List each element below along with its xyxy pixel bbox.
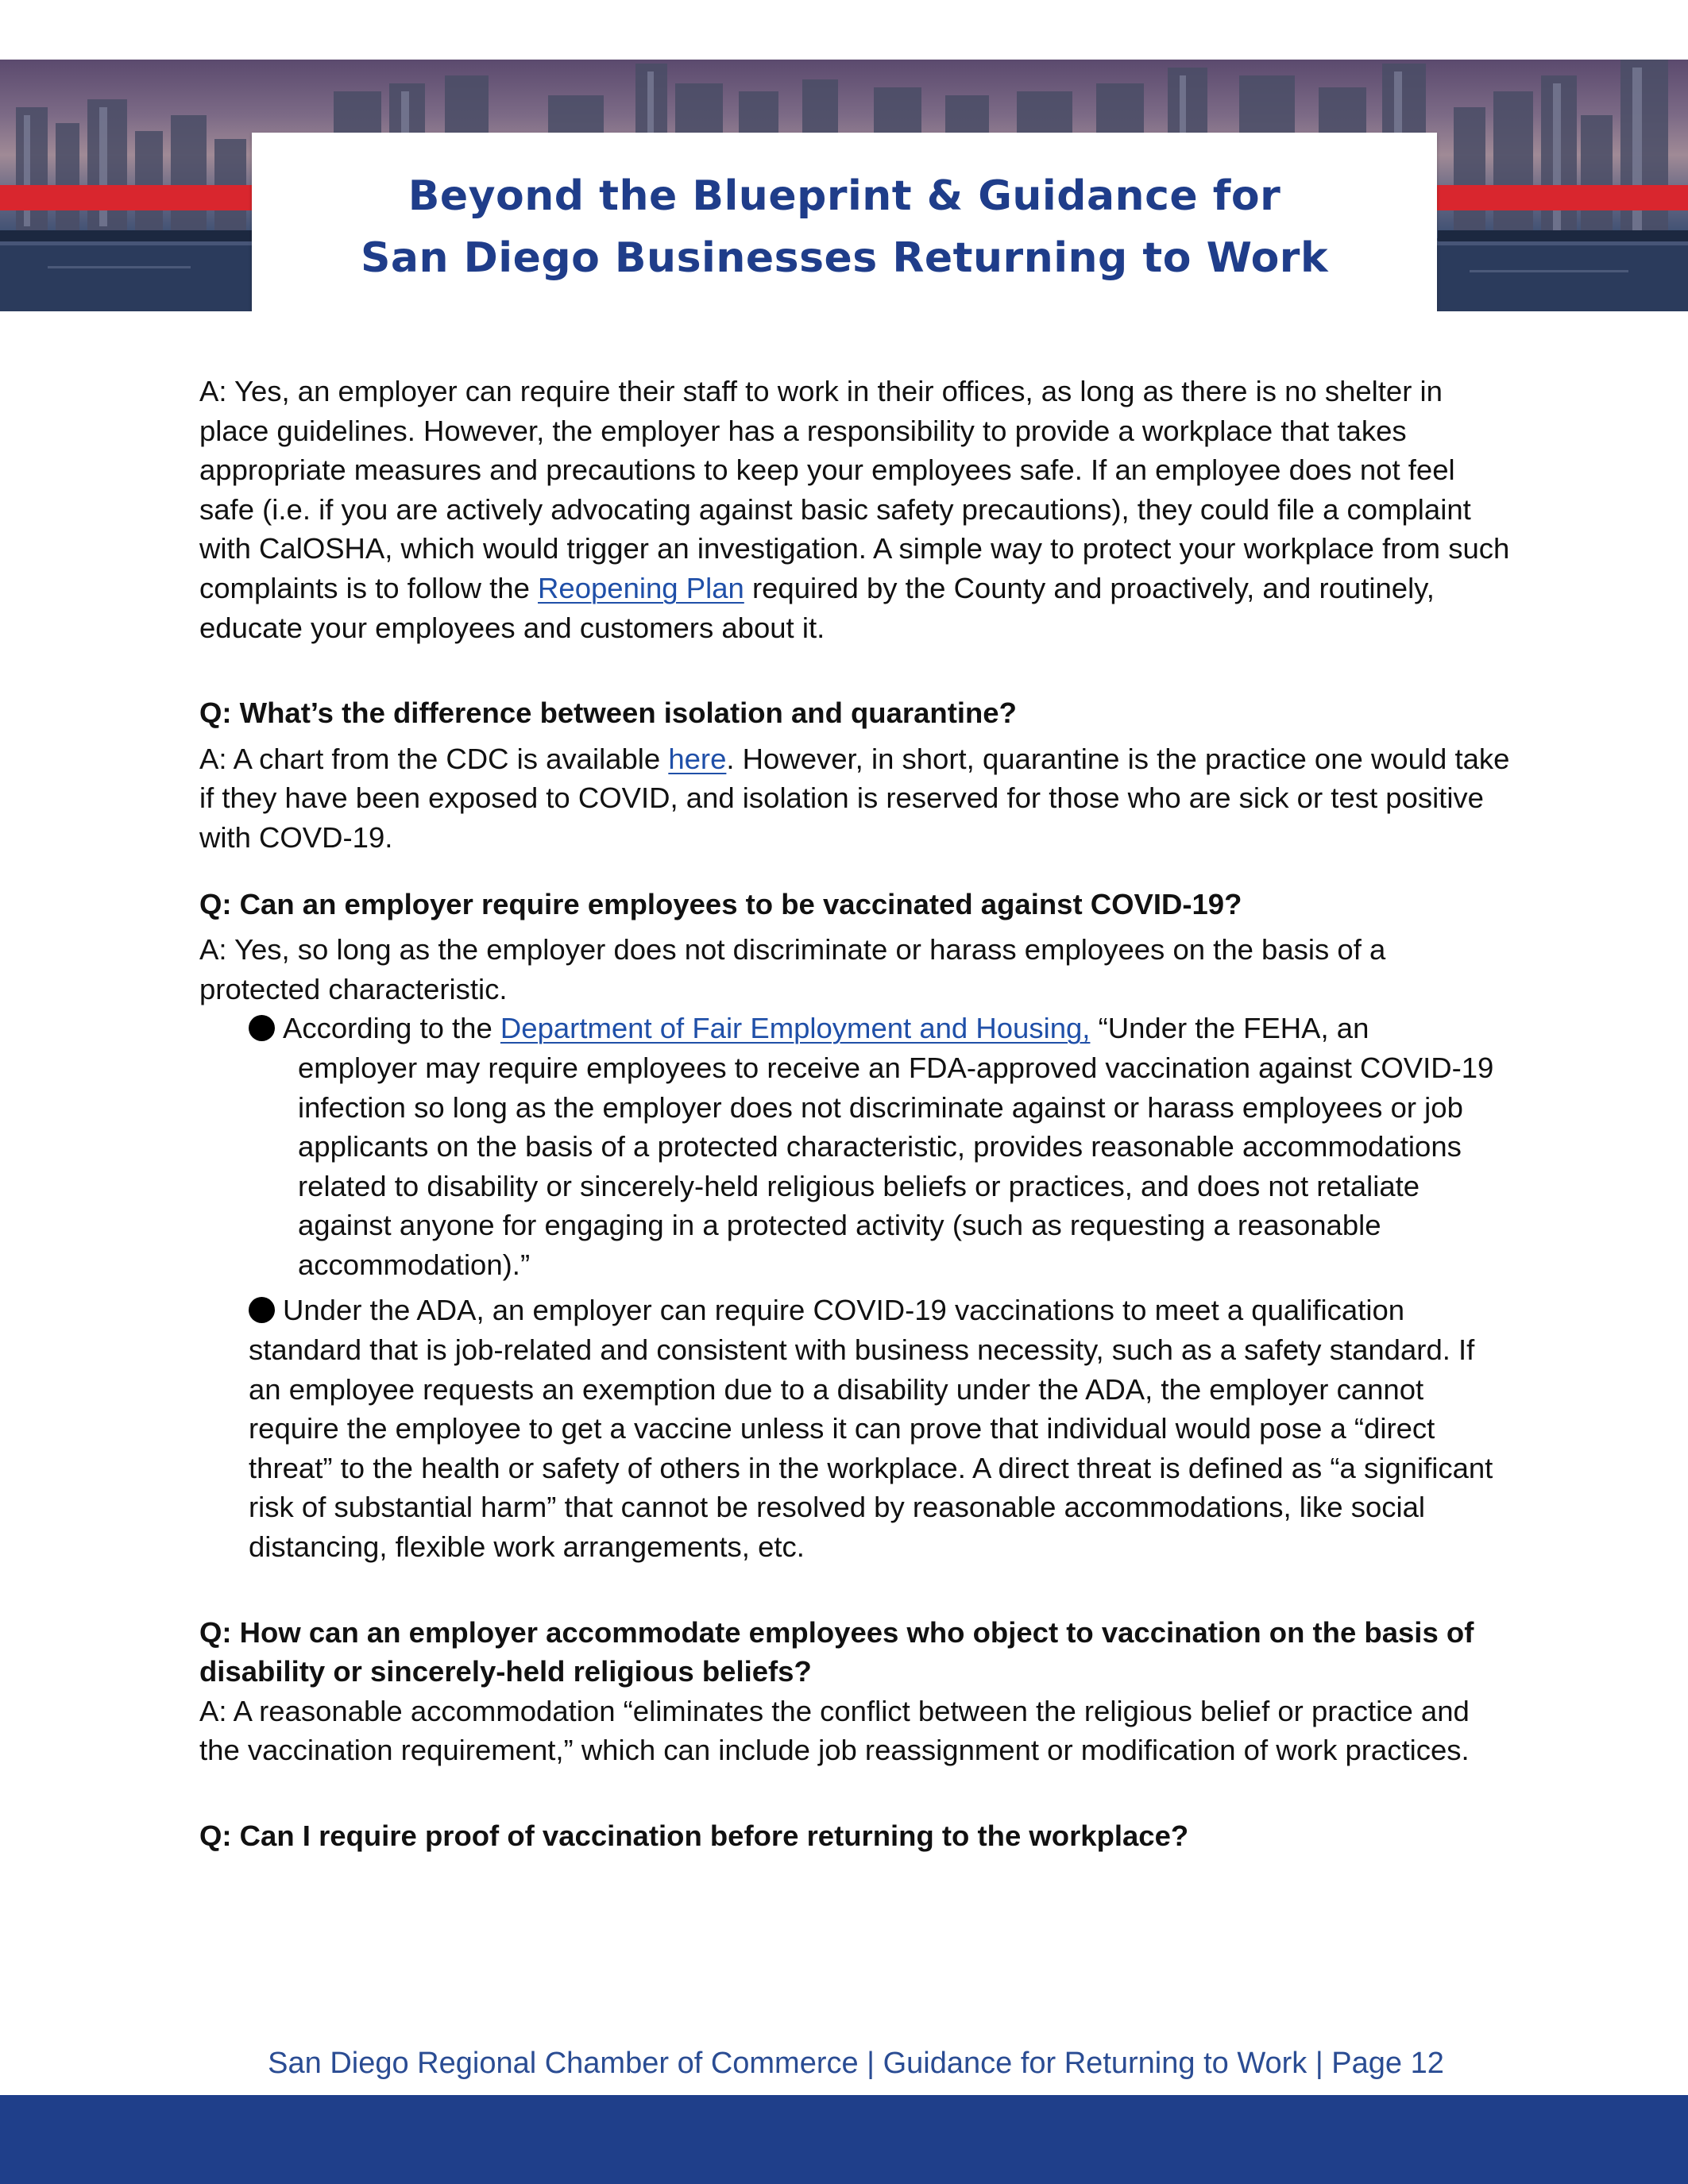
header-banner	[0, 60, 1688, 311]
banner-title-box	[252, 133, 1437, 311]
intro-text-2: required by the County and proactively, and routinely, educate your employees and customers about it.	[199, 571, 1435, 644]
bullet-feha-text-1: According to the	[283, 1012, 500, 1045]
question-proof-of-vaccination: Q: Can I require proof of vaccination before returning to the workplace?	[199, 1819, 1189, 1852]
document-body	[199, 372, 1510, 1856]
bullet-dot-icon	[249, 1297, 275, 1323]
intro-answer	[199, 372, 1510, 647]
answer-isolation-quarantine	[199, 739, 1510, 858]
bullet-feha-continuation: employer may require employees to receive an FDA-approved vaccination against COVID-19 infection so long as the employer does not discriminate against or harass employees or job applicants on the basis of a protected characteristic, provides reasonable accommodations related to disability or sincerely-held religious beliefs or practices, and does not retaliate against anyone for engaging in a protected activity (such as requesting a reasonable accommodation).”	[298, 1051, 1494, 1281]
banner-title-line-1: Beyond the Blueprint & Guidance for	[408, 172, 1281, 220]
banner-title-line-2: San Diego Businesses Returning to Work	[360, 234, 1329, 282]
banner-red-stripe-right	[1436, 185, 1688, 210]
bullet-feha	[249, 1009, 1510, 1284]
cdc-chart-link[interactable]: here	[668, 742, 727, 775]
dfeh-link[interactable]: Department of Fair Employment and Housing,	[500, 1012, 1091, 1045]
banner-red-stripe-left	[0, 185, 254, 210]
answer-isolation-text-1: A: A chart from the CDC is available	[199, 742, 669, 775]
bullet-dot-icon	[249, 1015, 275, 1041]
page-footer: San Diego Regional Chamber of Commerce | Guidance for Returning to Work | Page 12	[268, 2047, 1444, 2080]
footer-bar	[0, 2095, 1688, 2184]
answer-isolation-text-2: . However, in short, quarantine is the practice one would take if they have been exposed to COVID, and isolation is reserved for those who are sick or test positive with COVD-19.	[199, 742, 1510, 854]
reopening-plan-link[interactable]: Reopening Plan	[538, 571, 744, 604]
bullet-ada-text: Under the ADA, an employer can require COVID-19 vaccinations to meet a qualification standard that is job-related and consistent with business necessity, such as a safety standard. If an employee requests an exemption due to a disability under the ADA, the employer cannot require the employee to get a vaccine unless it can prove that individual would pose a “direct threat” to the health or safety of others in the workplace. A direct threat is defined as “a significant risk of substantial harm” that cannot be resolved by reasonable accommodations, like social distancing, flexible work arrangements, etc.	[249, 1294, 1493, 1564]
intro-text-1: A: Yes, an employer can require their staff to work in their offices, as long as there is no shelter in place guidelines. However, the employer has a responsibility to provide a workplace that takes appropriate measures and precautions to keep your employees safe. If an employee does not feel safe (i.e. if you are actively advocating against basic safety precautions), they could file a complaint with CalOSHA, which would trigger an investigation. A simple way to protect your workplace from such complaints is to follow the	[199, 375, 1510, 604]
bullet-ada	[249, 1291, 1510, 1566]
question-isolation-quarantine: Q: What’s the difference between isolation and quarantine?	[199, 696, 1017, 730]
answer-accommodation: A: A reasonable accommodation “eliminates the conflict between the religious belief or practice and the vaccination requirement,” which can include job reassignment or modification of work practices.	[199, 1694, 1470, 1767]
question-accommodation: Q: How can an employer accommodate employees who object to vaccination on the basis of disability or sincerely-held religious beliefs?	[199, 1615, 1474, 1688]
question-vaccine-requirement: Q: Can an employer require employees to be vaccinated against COVID-19?	[199, 887, 1242, 920]
bullet-feha-text-2: “Under the FEHA, an	[1090, 1012, 1369, 1045]
answer-vaccine-requirement: A: Yes, so long as the employer does not discriminate or harass employees on the basis of a protected characteristic.	[199, 933, 1386, 1005]
